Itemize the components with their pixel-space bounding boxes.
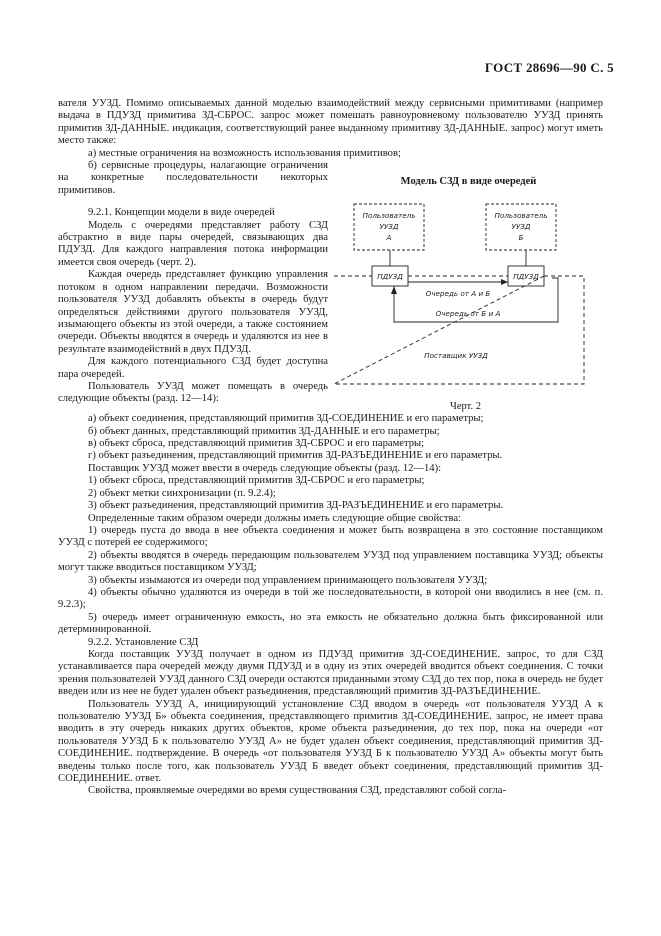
section-921-paragraph-2: Каждая очередь представляет функцию управления потоком в одном направлении передачи. Возможности пользователя УУЗД добавлять объекты в очередь будут определяться действиями другого пользователя УУЗД, изымающего объекты из этой очереди, а также состоянием очереди. Объекты вводятся в очередь и удаляются из нее в результате взаимодействий в двух ПДУЗД. <box>58 269 328 355</box>
list-user-objects <box>58 413 603 463</box>
list-item: 1) очередь пуста до ввода в нее объекта соединения и может быть возвращена в это состояние поставщиком УУЗД с потерей ее содержимого; <box>58 524 603 549</box>
list-item: в) объект сброса, представляющий примитив ЗД-СБРОС и его параметры; <box>88 438 425 450</box>
queue-ab-arrow <box>501 279 508 285</box>
intro-item-b: б) сервисные процедуры, налагающие ограничения на конкретные последовательности некоторых примитивов. <box>58 160 328 196</box>
list-item: б) объект данных, представляющий примитив ЗД-ДАННЫЕ и его параметры; <box>88 425 440 437</box>
user-b-label-3: Б <box>518 233 524 243</box>
section-922-paragraph-1: Когда поставщик УУЗД получает в одном из ПДУЗД примитив ЗД-СОЕДИНЕНИЕ. запрос, то для СЗД устанавливается пара очередей между двумя ПДУЗД и в одну из этих очередей вводится объект соединения. С точки зрения пользователей УУЗД данного СЗД очереди остаются приданными этому СЗД до тех пор, пока в очередь не будет введен или из нее не будет удален объект разъединения, представляющий примитив ЗД-РАЗЪЕДИНЕНИЕ. <box>58 648 603 698</box>
section-921-paragraph-6: Определенные таким образом очереди должны иметь следующие общие свойства: <box>88 512 461 524</box>
queue-ba-label: Очередь от Б и А <box>435 309 501 319</box>
intro-paragraph: вателя УУЗД. Помимо описываемых данной моделью взаимодействий между сервисными примитивами (например выдача в ПДУЗД примитива ЗД-СБРОС. запрос может помешать равноуровневому пользователю УУЗД принять примитив ЗД-ДАННЫЕ. индикация, соответствующий ранее выданному примитиву ЗД-ДАННЫЕ. запрос) могут иметь место также: <box>58 98 603 147</box>
user-a-label-1: Пользователь <box>362 211 416 221</box>
page-header: ГОСТ 28696—90 С. 5 <box>484 60 614 75</box>
pduzd-right-label: ПДУЗД <box>513 272 539 282</box>
user-b-label-1: Пользователь <box>494 211 548 221</box>
section-922-paragraph-2: Пользователь УУЗД А, инициирующий установление СЗД вводом в очередь «от пользователя УУЗД А к пользователю УУЗД Б» объекта соединения, представляющего примитив ЗД-СОЕДИНЕНИЕ. запрос, не имеет права вводить в эту очередь никаких других объектов, кроме объекта разъединения, до тех пор, пока на очереди «от пользователя УУЗД Б к пользователю УУЗД А» не будет удален объект соединения, представляющий примитив ЗД-СОЕДИНЕНИЕ. подтверждение. В очередь «от пользователя УУЗД Б к пользователю УУЗД А» объекты могут быть введены только после того, как пользователь УУЗД Б введет объект соединения, представляющий примитив ЗД-СОЕДИНЕНИЕ. ответ. <box>58 698 603 785</box>
section-922-heading: 9.2.2. Установление СЗД <box>88 636 199 648</box>
user-a-label-3: А <box>386 233 392 243</box>
section-921-paragraph-1: Модель с очередями представляет работу СЗД абстрактно в виде пары очередей, связывающих два ПДУЗД. Для каждого направления потока информации имеется своя очередь (черт. 2). <box>58 219 328 268</box>
intro-item-a: а) местные ограничения на возможность использования примитивов; <box>88 147 401 159</box>
section-921-paragraph-4: Пользователь УУЗД может помещать в очередь следующие объекты (разд. 12—14): <box>58 380 328 405</box>
list-item: 5) очередь имеет ограниченную емкость, но эта емкость не обязательно должна быть фиксированной или детерминированной. <box>58 611 603 636</box>
section-921-heading: 9.2.1. Концепции модели в виде очередей <box>88 207 275 219</box>
section-921-paragraph-5: Поставщик УУЗД может ввести в очередь следующие объекты (разд. 12—14): <box>88 462 442 474</box>
queue-model-diagram <box>328 202 603 392</box>
section-922-paragraph-3: Свойства, проявляемые очередями во время существования СЗД, представляют собой согла- <box>88 785 506 797</box>
section-921-paragraph-3: Для каждого потенциального СЗД будет доступна пара очередей. <box>58 356 328 380</box>
user-a-label-2: УУЗД <box>379 222 399 232</box>
user-b-label-2: УУЗД <box>511 222 531 232</box>
list-item: 4) объекты обычно удаляются из очереди в той же последовательности, в которой они вводились в нее (см. п. 9.2.3); <box>58 586 603 611</box>
list-item: а) объект соединения, представляющий примитив ЗД-СОЕДИНЕНИЕ и его параметры; <box>88 413 484 425</box>
two-column-section <box>58 160 603 413</box>
queue-ba-arrow <box>391 286 397 294</box>
list-queue-properties <box>58 525 603 637</box>
list-item: 1) объект сброса, представляющий примитив ЗД-СБРОС и его параметры; <box>88 475 425 487</box>
list-item: 3) объекты изымаются из очереди под управлением принимающего пользователя УУЗД; <box>88 574 488 586</box>
pduzd-left-label: ПДУЗД <box>377 272 403 282</box>
list-item: 2) объект метки синхронизации (п. 9.2.4); <box>88 487 276 499</box>
provider-label: Поставщик УУЗД <box>424 351 488 361</box>
document-body <box>58 98 603 798</box>
list-item: г) объект разъединения, представляющий примитив ЗД-РАЗЪЕДИНЕНИЕ и его параметры. <box>88 450 503 462</box>
list-item: 2) объекты вводятся в очередь передающим пользователем УУЗД под управлением поставщика УУЗД; объекты могут также вводиться поставщиком УУЗД; <box>58 549 603 574</box>
queue-ab-label: Очередь от А и Б <box>425 289 491 299</box>
list-provider-objects <box>58 475 603 512</box>
figure-title: Модель СЗД в виде очередей <box>400 176 537 188</box>
figure-caption: Черт. 2 <box>450 400 481 412</box>
left-column <box>58 160 328 413</box>
list-item: 3) объект разъединения, представляющий примитив ЗД-РАЗЪЕДИНЕНИЕ и его параметры. <box>88 500 504 512</box>
figure-column <box>328 160 603 413</box>
